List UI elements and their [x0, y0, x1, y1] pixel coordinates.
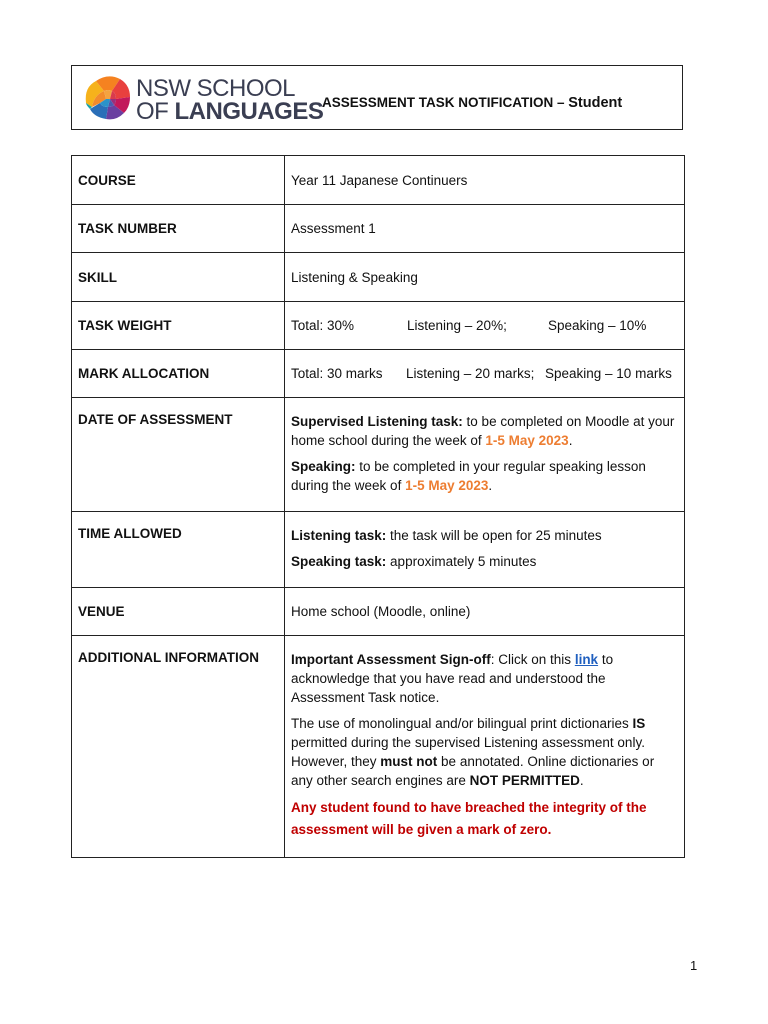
mark-allocation-listening: Listening – 20 marks; — [406, 366, 535, 381]
page-number: 1 — [690, 958, 698, 973]
course-value: Year 11 Japanese Continuers — [285, 156, 685, 205]
venue-value: Home school (Moodle, online) — [285, 588, 685, 636]
signoff-text: Important Assessment Sign-off: Click on this link to acknowledge that you have read and understood the Assessment Task notice. — [291, 652, 614, 705]
assessment-details-table — [71, 155, 685, 858]
task-weight-speaking: Speaking – 10% — [548, 318, 647, 333]
page-title-student: Student — [568, 95, 623, 111]
table-row-skill — [72, 253, 685, 302]
logo-mark-icon — [82, 73, 134, 125]
mark-allocation-value — [285, 350, 685, 398]
date-value — [285, 398, 685, 512]
table-row-task-weight — [72, 302, 685, 350]
additional-value — [285, 636, 685, 858]
table-row-additional-information — [72, 636, 685, 858]
venue-label: VENUE — [72, 588, 285, 636]
additional-label: ADDITIONAL INFORMATION — [72, 636, 285, 858]
table-row-venue — [72, 588, 685, 636]
mark-allocation-total: Total: 30 marks — [291, 366, 383, 381]
task-weight-value — [285, 302, 685, 350]
logo-text-line1: NSW SCHOOL — [136, 75, 296, 102]
time-value — [285, 512, 685, 588]
skill-label: SKILL — [72, 253, 285, 302]
signoff-link[interactable]: link — [574, 652, 599, 667]
dictionary-text: The use of monolingual and/or bilingual print dictionaries IS permitted during the supervised Listening assessment only. However, they must not be annotated. Online dictionaries or any other search engines are NOT PERMITTED. — [291, 716, 655, 788]
date-speaking-dates: 1-5 May 2023 — [405, 478, 489, 493]
table-row-course — [72, 156, 685, 205]
logo-text-of: OF — [136, 98, 175, 125]
date-listening-text: Supervised Listening task: to be completed on Moodle at your home school during the week of 1-5 May 2023. — [291, 414, 675, 448]
mark-allocation-speaking: Speaking – 10 marks — [545, 366, 672, 381]
time-listening-text: Listening task: the task will be open for 25 minutes — [291, 528, 602, 543]
nsw-school-of-languages-logo — [82, 73, 324, 125]
table-row-time-allowed — [72, 512, 685, 588]
task-number-label: TASK NUMBER — [72, 205, 285, 253]
page-title — [322, 95, 622, 111]
date-listening-dates: 1-5 May 2023 — [485, 433, 569, 448]
task-weight-listening: Listening – 20%; — [407, 318, 507, 333]
time-label: TIME ALLOWED — [72, 512, 285, 588]
page-title-main: ASSESSMENT TASK NOTIFICATION – — [322, 95, 569, 110]
header-box — [71, 65, 683, 130]
task-weight-total: Total: 30% — [291, 318, 355, 333]
logo-text-languages: LANGUAGES — [174, 98, 324, 125]
integrity-warning: Any student found to have breached the integrity of the assessment will be given a mark of zero. — [291, 800, 647, 837]
course-label: COURSE — [72, 156, 285, 205]
table-row-task-number — [72, 205, 685, 253]
date-label: DATE OF ASSESSMENT — [72, 398, 285, 512]
mark-allocation-label: MARK ALLOCATION — [72, 350, 285, 398]
table-row-mark-allocation — [72, 350, 685, 398]
task-number-value: Assessment 1 — [285, 205, 685, 253]
task-weight-label: TASK WEIGHT — [72, 302, 285, 350]
date-speaking-text: Speaking: to be completed in your regular speaking lesson during the week of 1-5 May 2023. — [291, 459, 646, 493]
skill-value: Listening & Speaking — [285, 253, 685, 302]
logo-text-line2 — [136, 100, 323, 127]
time-speaking-text: Speaking task: approximately 5 minutes — [291, 554, 537, 569]
table-row-date-of-assessment — [72, 398, 685, 512]
